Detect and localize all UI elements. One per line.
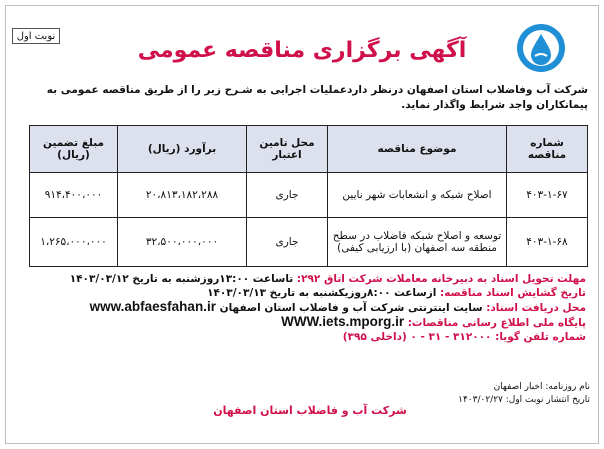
receive-label: محل دریافت اسناد: [486,302,586,314]
table-row [30,218,588,267]
table-header-row [30,126,588,173]
opening-label: تاریخ گشایش اسناد مناقصه: [440,287,586,299]
header-guarantee: مبلغ تضمین (ریال) [30,126,118,173]
publish-date: تاریخ انتشار نوبت اول: ۱۴۰۳/۰۲/۲۷ [458,395,590,405]
water-company-logo-icon [515,22,567,74]
cell-tender-number: ۴۰۳-۱-۶۷ [507,173,588,218]
table-row [30,173,588,218]
company-signature: شرکت آب و فاضلاب استان اصفهان [213,404,407,417]
opening-text: ازساعت ۸:۰۰روزیکشنبه به تاریخ ۱۴۰۳/۰۳/۱۳ [207,287,440,299]
cell-tender-subject: توسعه و اصلاح شبکه فاضلاب در سطح منطقه سه اصفهان (با ارزیابی کیفی) [328,218,507,267]
cell-tender-subject: اصلاح شبکه و انشعابات شهر نایین [328,173,507,218]
cell-guarantee: ۹۱۴،۴۰۰،۰۰۰ [30,173,118,218]
cell-tender-number: ۴۰۳-۱-۶۸ [507,218,588,267]
cell-funding-source: جاری [247,218,328,267]
deadline-line [20,272,586,286]
cell-estimate: ۲۰،۸۱۳،۱۸۲،۲۸۸ [118,173,247,218]
notice-badge: نوبت اول [12,28,60,44]
intro-text: شرکت آب وفاضلاب استان اصفهان درنظر داردعملیات اجرایی به شـرح زیر را از طریق مناقصه عمومی به پیمانکاران واجد شرایط واگذار نماید. [46,84,588,111]
portal-label: پایگاه ملی اطلاع رسانی مناقصات: [407,317,586,329]
newspaper-info [430,381,590,407]
newspaper-name: نام روزنامه: اخبار اصفهان [493,382,590,392]
deadline-label: مهلت تحویل اسناد به دبیرخانه معاملات شرکت اتاق ۲۹۲: [296,273,586,285]
receive-text: سایت اینترنتی شرکت آب و فاضلاب استان اصفهان [219,302,487,314]
receive-line [20,300,586,315]
header-estimate: برآورد (ریال) [118,126,247,173]
cell-guarantee: ۱،۲۶۵،۰۰۰،۰۰۰ [30,218,118,267]
portal-website-link[interactable]: WWW.iets.mporg.ir [281,314,405,329]
page-title: آگهی برگزاری مناقصه عمومی [137,38,467,63]
header-tender-subject: موضوع مناقصه [328,126,507,173]
company-website-link[interactable]: www.abfaesfahan.ir [89,299,216,314]
portal-line [20,315,586,330]
phone-label: شماره تلفن گویا: [495,331,586,343]
header-tender-number: شماره مناقصه [507,126,588,173]
tender-table [29,125,588,267]
header-funding-source: محل تامین اعتبار [247,126,328,173]
deadline-text: تاساعت ۱۳:۰۰روزشنبه به تاریخ ۱۴۰۳/۰۳/۱۲ [69,273,297,285]
tender-details [20,272,586,344]
cell-estimate: ۳۲،۵۰۰،۰۰۰،۰۰۰ [118,218,247,267]
phone-number: ۳۱۲۰۰۰ - ۳۱ - ۰ (داخلی ۳۹۵) [342,331,496,343]
opening-line [20,286,586,300]
phone-line [20,330,586,344]
cell-funding-source: جاری [247,173,328,218]
